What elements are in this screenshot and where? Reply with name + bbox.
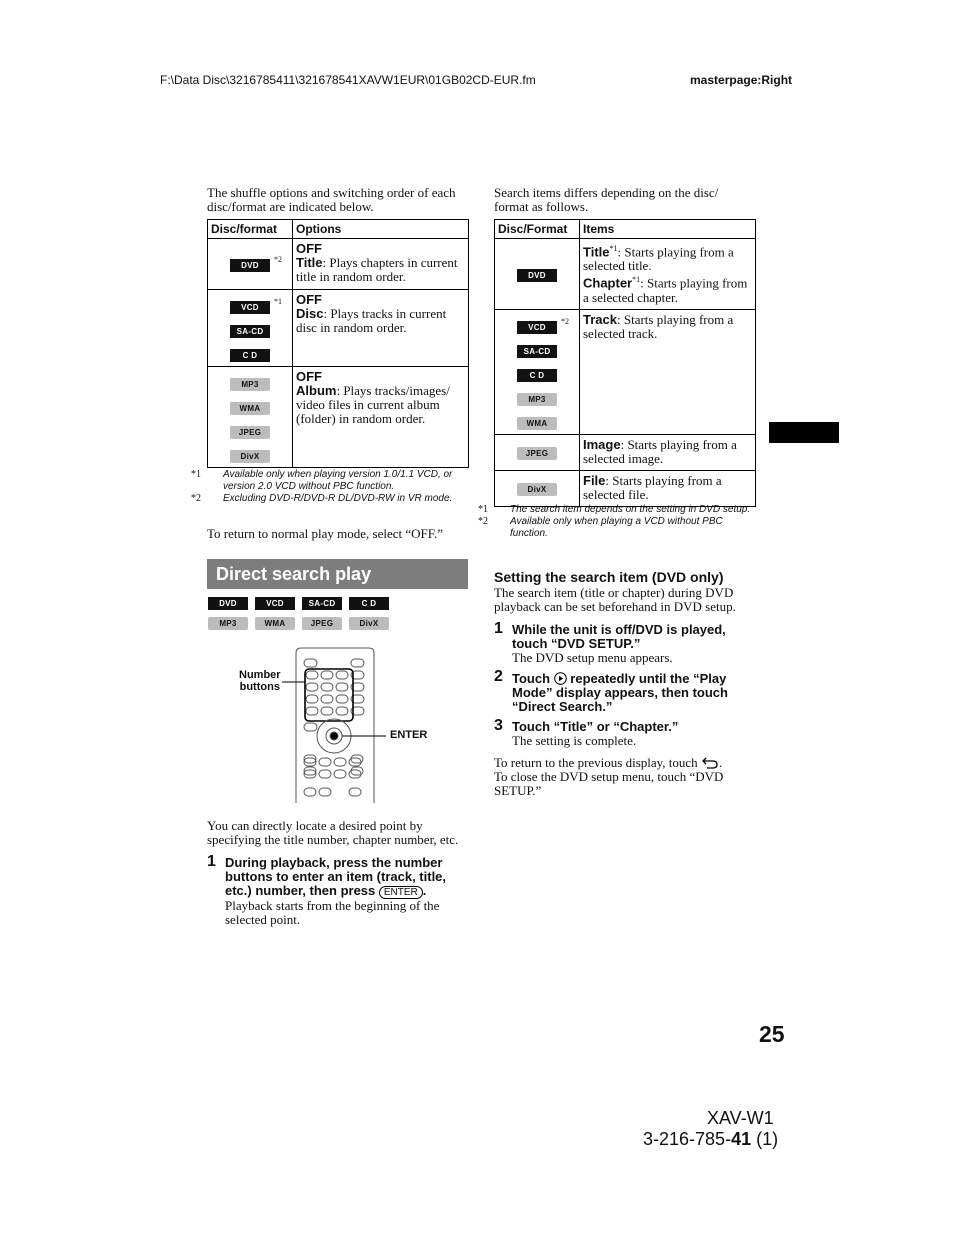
step-3-setup <box>512 720 752 748</box>
format-badge-wrap <box>230 448 270 463</box>
step-number: 1 <box>207 853 216 870</box>
format-badge: WMA <box>255 617 295 630</box>
item-desc: : Starts playing from a selected image. <box>583 436 737 466</box>
step-text: Touch “Title” or “Chapter.” <box>512 719 679 734</box>
footnote-text: Excluding DVD-R/DVD-R DL/DVD-RW in VR mode. <box>223 493 453 504</box>
search-intro: Search items differs depending on the disc/ format as follows. <box>494 185 719 214</box>
format-badge: DivX <box>517 483 557 496</box>
remote-button <box>351 659 364 667</box>
item-term: File <box>583 472 606 488</box>
step-text: repeatedly until the “Play Mode” display appears, then touch “Direct Search.” <box>512 671 728 714</box>
table-row <box>495 470 756 506</box>
step-text: Touch <box>512 671 551 686</box>
format-badge-wrap <box>230 376 270 391</box>
table-row <box>208 367 469 468</box>
table-row <box>495 239 756 310</box>
format-badge: VCD <box>230 301 270 314</box>
option-desc: : Plays chapters in current title in random order. <box>296 255 458 284</box>
remote-button <box>321 707 333 715</box>
code-bold: 41 <box>731 1129 752 1149</box>
remote-button <box>321 695 333 703</box>
format-badge: VCD <box>255 597 295 610</box>
step-text: During playback, press the number buttons to enter an item (track, title, etc.) number, then press <box>225 855 447 898</box>
option-off: OFF <box>296 369 322 384</box>
format-badge: DivX <box>349 617 389 630</box>
option-term: Album <box>296 383 337 398</box>
step-note: The DVD setup menu appears. <box>512 650 673 665</box>
format-badge: DVD <box>230 259 270 272</box>
item-term: Chapter <box>583 275 633 291</box>
table-row <box>208 239 469 290</box>
step-number: 2 <box>494 668 503 685</box>
table-row <box>495 434 756 470</box>
masterpage-label: masterpage:Right <box>690 73 793 87</box>
format-badge-wrap <box>517 343 557 358</box>
format-badge: DivX <box>230 450 270 463</box>
return-instructions <box>494 756 756 798</box>
format-badge-wrap <box>230 297 282 314</box>
remote-button <box>306 671 318 679</box>
option-desc: : Plays tracks/images/ video files in current album (folder) in random order. <box>296 383 450 426</box>
step-text: While the unit is off/DVD is played, touch “DVD SETUP.” <box>512 622 726 651</box>
remote-button <box>319 788 331 796</box>
remote-button <box>334 770 346 778</box>
format-badge: C D <box>349 597 389 610</box>
format-badge: SA-CD <box>302 597 342 610</box>
item-term: Image <box>583 436 621 452</box>
code-prefix: 3-216-785- <box>643 1129 732 1149</box>
search-table <box>494 219 756 507</box>
remote-button <box>319 770 331 778</box>
item-desc: : Starts playing from a selected track. <box>583 311 734 341</box>
close-text: To close the DVD setup menu, touch “DVD SETUP.” <box>494 769 724 798</box>
step-note: The setting is complete. <box>512 733 637 748</box>
enter-label: ENTER <box>390 729 428 741</box>
format-badge: DVD <box>208 597 248 610</box>
section-banner <box>207 559 468 589</box>
remote-button <box>319 758 331 766</box>
badge-row-discs <box>208 597 389 610</box>
footnote-mark: *2 <box>478 516 488 527</box>
footnote-mark: *1 <box>478 504 488 515</box>
format-badge-wrap <box>517 415 557 430</box>
format-badge-wrap <box>517 367 557 382</box>
format-badge-wrap <box>230 255 282 272</box>
format-badge-wrap <box>230 323 270 338</box>
sub-heading: Setting the search item (DVD only) <box>494 569 724 585</box>
remote-button <box>304 788 316 796</box>
item-desc: : Starts playing from a selected title. <box>583 244 734 274</box>
direct-search-body: You can directly locate a desired point by specifying the title number, chapter number, etc. <box>207 818 459 847</box>
format-badge: MP3 <box>230 378 270 391</box>
step-1-setup <box>512 623 752 665</box>
remote-button <box>306 695 318 703</box>
return-text: To return to the previous display, touch <box>494 755 698 770</box>
remote-button <box>334 758 346 766</box>
play-icon <box>554 672 567 685</box>
remote-button <box>336 695 348 703</box>
step-note: Playback starts from the beginning of the selected point. <box>225 898 440 927</box>
step-end: . <box>422 883 427 898</box>
format-badge: MP3 <box>208 617 248 630</box>
footnote-text: Available only when playing version 1.0/1.1 VCD, or version 2.0 VCD without PBC function. <box>223 469 453 492</box>
badge-row-files <box>208 617 389 630</box>
remote-button <box>321 683 333 691</box>
format-badge: WMA <box>517 417 557 430</box>
item-term: Title <box>583 244 610 260</box>
step-1-direct <box>225 856 465 927</box>
format-badge-wrap <box>230 424 270 439</box>
remote-button <box>306 707 318 715</box>
part-code <box>643 1129 778 1150</box>
label-line: Number <box>239 669 281 681</box>
format-badge: C D <box>230 349 270 362</box>
format-badge: JPEG <box>230 426 270 439</box>
option-off: OFF <box>296 241 322 256</box>
shuffle-table <box>207 219 469 468</box>
option-term: Title <box>296 255 323 270</box>
item-sup: *1 <box>609 244 618 253</box>
option-off: OFF <box>296 292 322 307</box>
col-disc-format: Disc/format <box>208 220 293 239</box>
footnote-mark: *2 <box>191 493 201 504</box>
enter-key-icon: ENTER <box>379 886 423 899</box>
badge-footnote-mark: *1 <box>274 297 282 306</box>
format-badge: JPEG <box>517 447 557 460</box>
format-badge-wrap <box>517 481 557 496</box>
format-badge-wrap <box>517 391 557 406</box>
format-badge: MP3 <box>517 393 557 406</box>
model-number: XAV-W1 <box>707 1108 774 1128</box>
remote-button <box>336 671 348 679</box>
right-footnotes <box>478 504 756 540</box>
format-badge-wrap <box>517 316 569 334</box>
format-badge: VCD <box>517 321 557 334</box>
remote-button <box>304 659 317 667</box>
remote-button <box>306 683 318 691</box>
col-disc-format: Disc/Format <box>495 220 580 239</box>
table-row <box>495 309 756 434</box>
remote-button <box>336 683 348 691</box>
remote-button <box>304 723 317 731</box>
badge-footnote-mark: *2 <box>274 255 282 264</box>
format-badge: DVD <box>517 269 557 282</box>
format-badge-wrap <box>517 267 557 282</box>
format-badge-wrap <box>517 445 557 460</box>
step-number: 1 <box>494 620 503 637</box>
return-normal-text: To return to normal play mode, select “OFF.” <box>207 526 443 541</box>
col-items: Items <box>580 220 756 239</box>
remote-button <box>336 707 348 715</box>
label-line: buttons <box>239 681 280 693</box>
footnote-text: The search item depends on the setting in DVD setup. <box>510 504 751 515</box>
section-tab <box>769 422 839 443</box>
format-badge-wrap <box>230 400 270 415</box>
item-sup: *1 <box>632 275 641 285</box>
sub-body: The search item (title or chapter) during DVD playback can be set beforehand in DVD setup. <box>494 585 736 614</box>
format-badge-wrap <box>230 347 270 362</box>
format-badge: SA-CD <box>230 325 270 338</box>
shuffle-intro: The shuffle options and switching order of each disc/format are indicated below. <box>207 185 456 214</box>
remote-button <box>349 788 361 796</box>
item-term: Track <box>583 311 617 327</box>
left-footnotes <box>191 469 469 505</box>
code-suffix: (1) <box>751 1129 779 1149</box>
item-desc: : Starts playing from a selected chapter. <box>583 275 748 305</box>
return-end: . <box>718 755 723 770</box>
section-title: Direct search play <box>216 564 372 584</box>
option-desc: : Plays tracks in current disc in random order. <box>296 306 447 335</box>
remote-button <box>321 671 333 679</box>
step-number: 3 <box>494 717 503 734</box>
page-number: 25 <box>759 1021 785 1047</box>
col-options: Options <box>293 220 469 239</box>
item-desc: : Starts playing from a selected file. <box>583 472 722 502</box>
file-path: F:\Data Disc\3216785411\321678541XAVW1EUR\01GB02CD-EUR.fm <box>160 73 536 87</box>
format-badge: SA-CD <box>517 345 557 358</box>
step-2-setup <box>512 672 752 714</box>
format-badge: C D <box>517 369 557 382</box>
format-badge: JPEG <box>302 617 342 630</box>
footnote-text: Available only when playing a VCD without PBC function. <box>510 516 723 539</box>
return-arrow-icon <box>701 756 719 769</box>
footnote-mark: *1 <box>191 469 201 480</box>
format-badge: WMA <box>230 402 270 415</box>
table-row <box>208 290 469 367</box>
option-term: Disc <box>296 306 324 321</box>
number-buttons-label <box>239 669 281 693</box>
badge-footnote-mark: *2 <box>561 316 569 326</box>
